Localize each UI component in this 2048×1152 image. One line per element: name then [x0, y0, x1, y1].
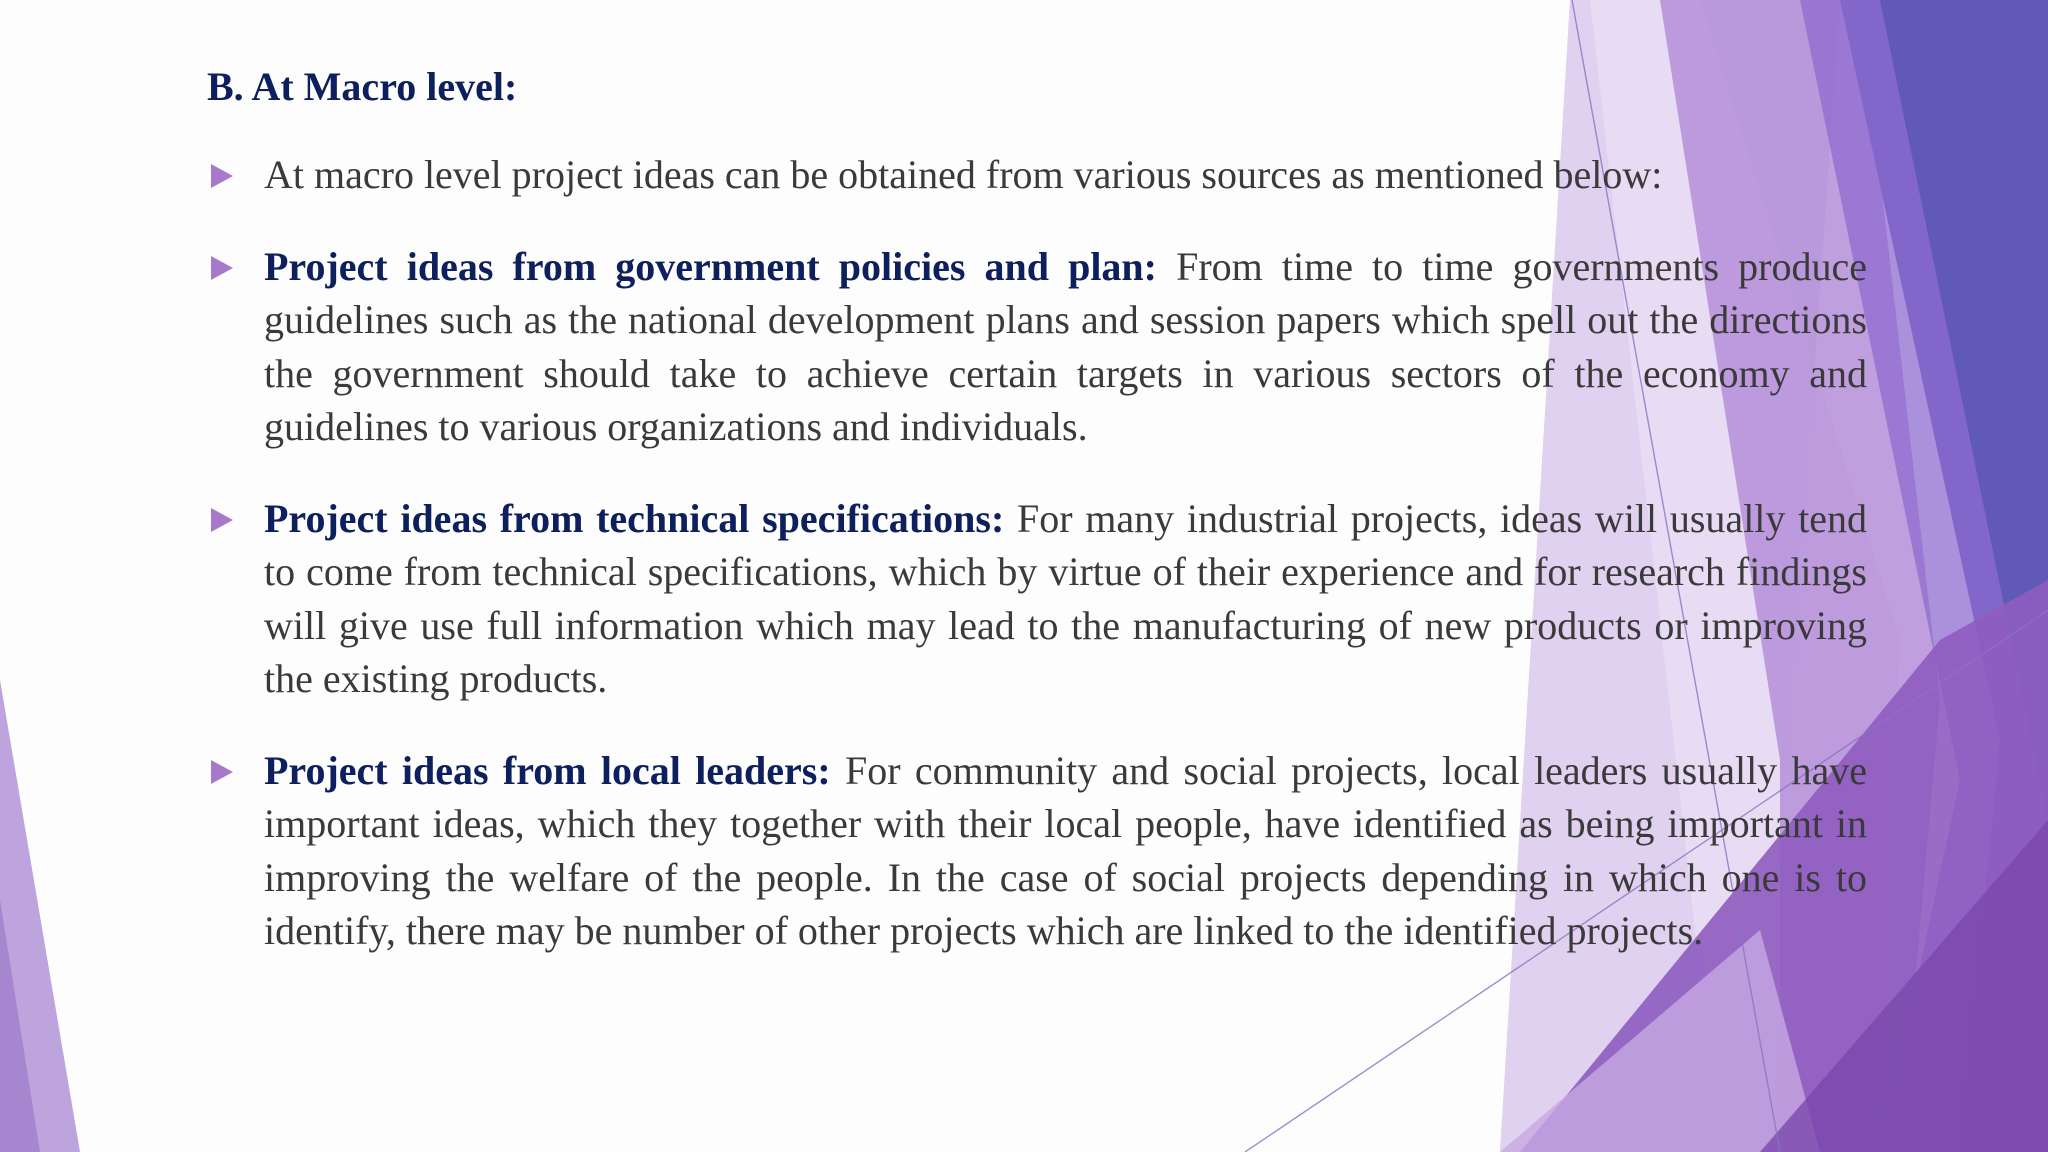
triangle-right-icon: [211, 256, 233, 280]
bullet-item-intro: [207, 148, 1867, 202]
bullet-text: At macro level project ideas can be obtained from various sources as mentioned below:: [264, 152, 1663, 197]
bullet-term: Project ideas from technical specifications:: [264, 495, 1005, 541]
bullet-text: From time to time governments produce guidelines such as the national development plans and session papers which spell out the directions the government should take to achieve certain targets in various sectors of the economy and guidelines to various organizations and individuals.: [264, 243, 1867, 449]
triangle-right-icon: [211, 508, 233, 532]
slide-heading: B. At Macro level:: [207, 64, 518, 109]
bullet-text: For community and social projects, local leaders usually have important ideas, which they together with their local people, have identified as being important in improving the welfare of the people. In the case of social projects depending in which one is to identify, there may be number of other projects which are linked to the identified projects.: [264, 747, 1868, 953]
slide-content: [207, 62, 1867, 996]
bullet-item-local-leaders: [207, 744, 1867, 958]
bullet-item-government-policies: [207, 240, 1867, 454]
triangle-right-icon: [211, 164, 233, 188]
bullet-text: For many industrial projects, ideas will usually tend to come from technical specifications, which by virtue of their experience and for research findings will give use full information which may lead to the manufacturing of new products or improving the existing products.: [264, 495, 1867, 701]
triangle-right-icon: [211, 760, 233, 784]
bullet-item-technical-specifications: [207, 492, 1867, 706]
bullet-term: Project ideas from local leaders:: [264, 747, 831, 793]
bullet-term: Project ideas from government policies and plan:: [264, 243, 1157, 289]
